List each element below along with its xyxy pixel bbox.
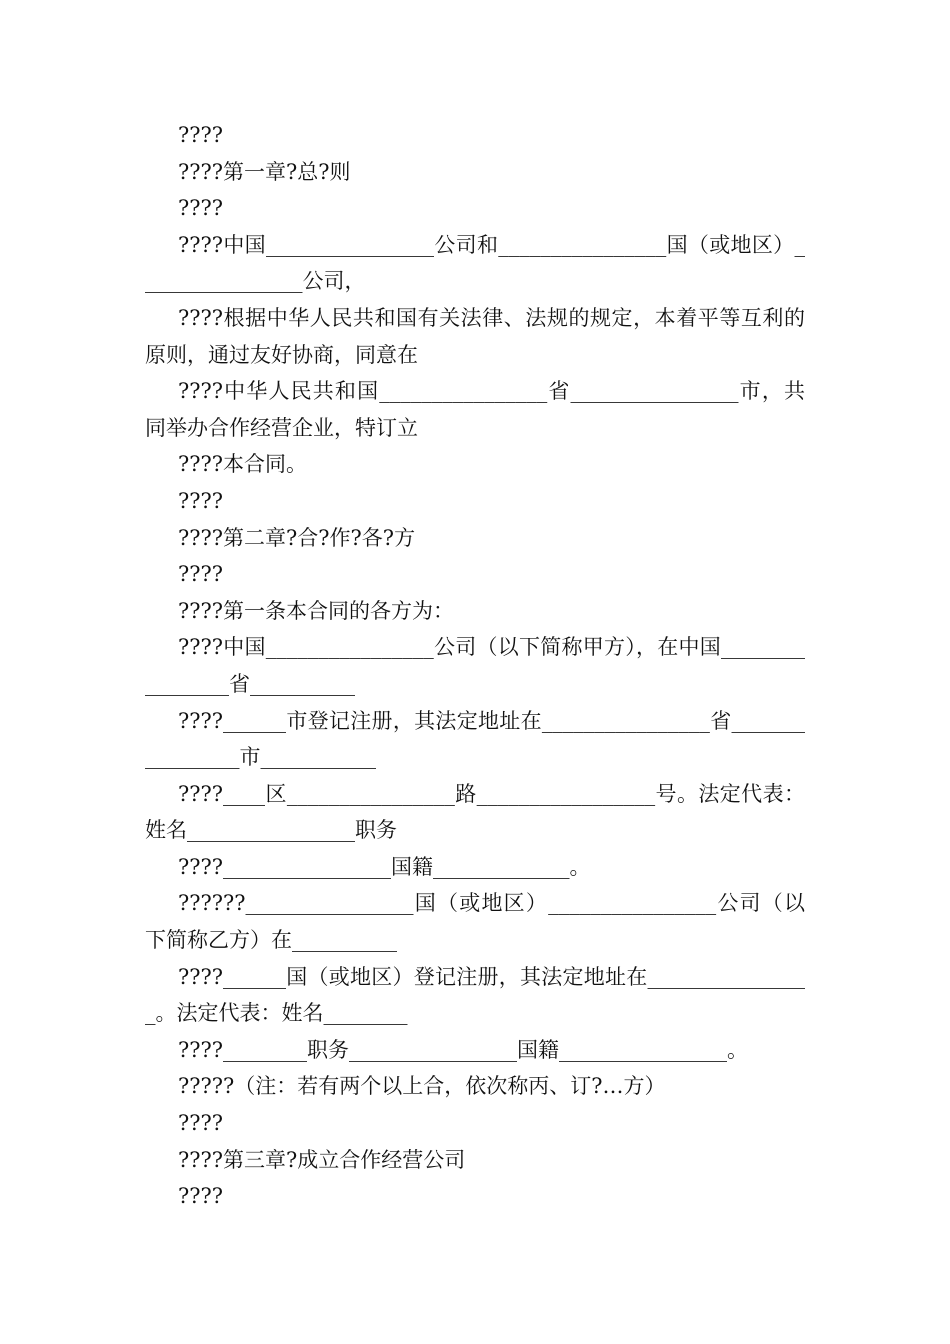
blank-line: ????	[178, 488, 224, 513]
body-paragraph: ????______国（或地区）登记注册，其法定地址在________________。法定代表：姓名________	[145, 964, 805, 1026]
body-paragraph: ????____区________________路_________________号。法定代表：姓名________________职务	[145, 781, 805, 843]
body-paragraph: ????本合同。	[178, 452, 308, 477]
blank-line: ????	[178, 123, 224, 147]
chapter-heading: ????第三章?成立合作经营公司	[178, 1147, 466, 1172]
blank-line: ????	[178, 562, 224, 587]
body-paragraph: ????______市登记注册，其法定地址在________________省________________市___________	[145, 708, 805, 770]
chapter-heading: ????第二章?合?作?各?方	[178, 525, 416, 550]
article-heading: ????第一条本合同的各方为：	[178, 598, 455, 623]
body-paragraph: ????中华人民共和国________________省________________市，共同举办合作经营企业，特订立	[145, 379, 805, 440]
body-paragraph: ????________职务________________国籍________________。	[178, 1037, 749, 1062]
body-paragraph: ??????________________国（或地区）________________公司（以下简称乙方）在__________	[145, 891, 805, 953]
body-paragraph: ????中国________________公司和________________国（或地区）________________公司，	[145, 232, 805, 294]
blank-line: ????	[178, 1111, 224, 1136]
note-paragraph: ?????（注：若有两个以上合，依次称丙、订?…方）	[178, 1074, 666, 1099]
body-paragraph: ????中国________________公司（以下简称甲方），在中国________________省__________	[145, 635, 805, 696]
chapter-heading: ????第一章?总?则	[178, 159, 351, 184]
blank-line: ????	[178, 1184, 224, 1209]
document-page	[145, 117, 805, 1215]
body-paragraph: ????________________国籍_____________。	[178, 854, 591, 879]
blank-line: ????	[178, 196, 224, 221]
body-paragraph: ????根据中华人民共和国有关法律、法规的规定，本着平等互利的原则，通过友好协商，同意在	[145, 305, 805, 367]
